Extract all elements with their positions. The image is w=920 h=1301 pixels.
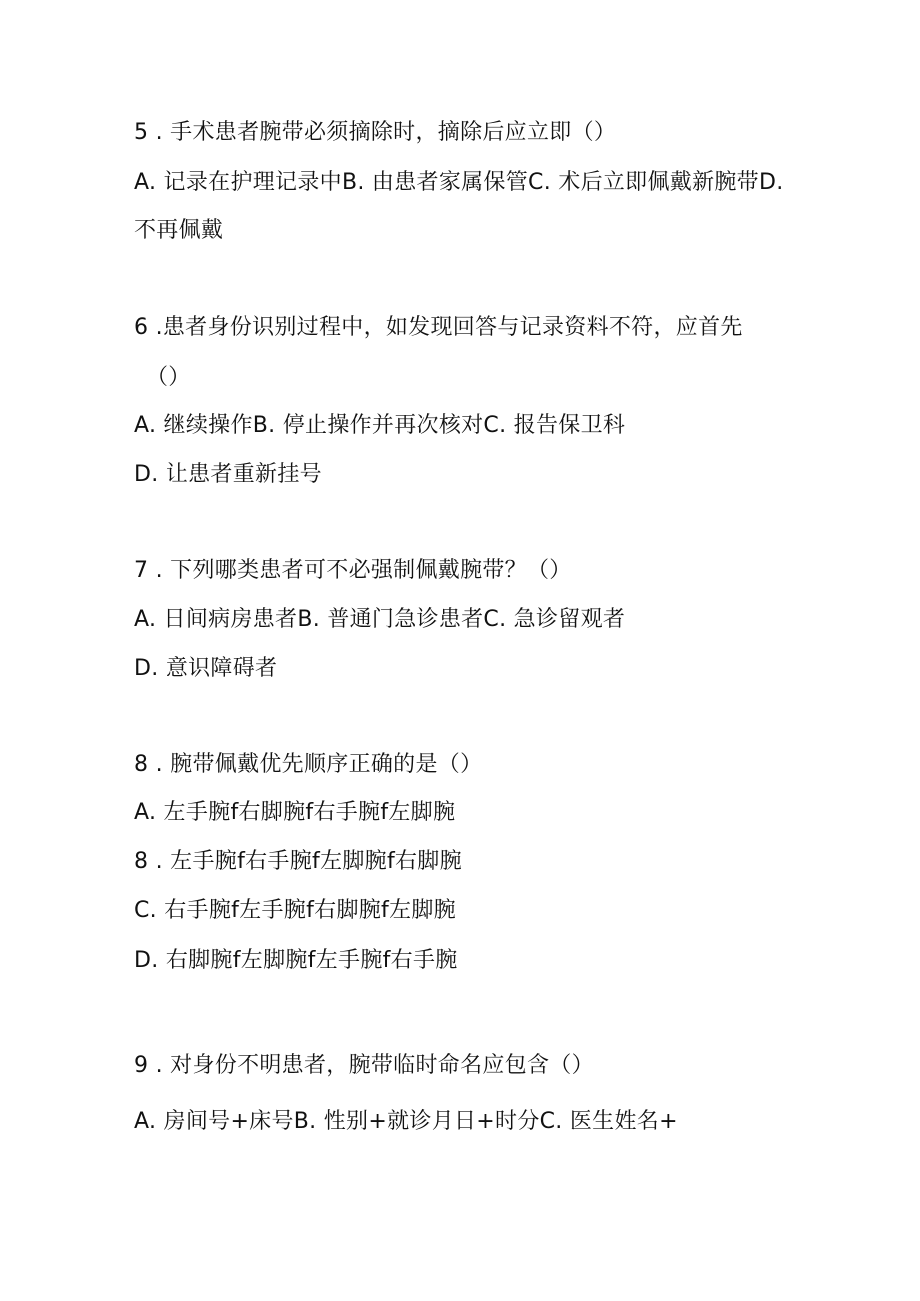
question-6-stem-continued: （） — [146, 365, 191, 390]
question-8-option-a: A. 左手腕f右脚腕f右手腕f左脚腕 — [134, 800, 456, 825]
question-7-options-line-1: A. 日间病房患者B. 普通门急诊患者C. 急诊留观者 — [134, 607, 626, 632]
question-9-stem: 9 . 对身份不明患者，腕带临时命名应包含（） — [134, 1053, 594, 1078]
question-7-options-line-2: D. 意识障碍者 — [134, 656, 278, 681]
question-6-options-line-2: D. 让患者重新挂号 — [134, 462, 322, 487]
question-6-stem: 6 .患者身份识别过程中，如发现回答与记录资料不符，应首先 — [134, 315, 743, 340]
question-8-option-d: D. 右脚腕f左脚腕f左手腕f右手腕 — [134, 948, 458, 973]
question-8-option-c: C. 右手腕f左手腕f右脚腕f左脚腕 — [134, 898, 456, 923]
question-5-options-line-2: 不再佩戴 — [134, 218, 224, 243]
question-8-option-b: 8 . 左手腕f右手腕f左脚腕f右脚腕 — [134, 849, 462, 874]
question-7-stem: 7 . 下列哪类患者可不必强制佩戴腕带？（） — [134, 558, 572, 583]
question-8-stem: 8 . 腕带佩戴优先顺序正确的是（） — [134, 752, 483, 777]
question-5-options-line-1: A. 记录在护理记录中B. 由患者家属保管C. 术后立即佩戴新腕带D. — [134, 170, 784, 195]
question-6-options-line-1: A. 继续操作B. 停止操作并再次核对C. 报告保卫科 — [134, 413, 626, 438]
question-5-stem: 5 . 手术患者腕带必须摘除时，摘除后应立即（） — [134, 120, 617, 145]
question-9-options-line-1: A. 房间号+床号B. 性别+就诊月日+时分C. 医生姓名+ — [134, 1109, 678, 1134]
